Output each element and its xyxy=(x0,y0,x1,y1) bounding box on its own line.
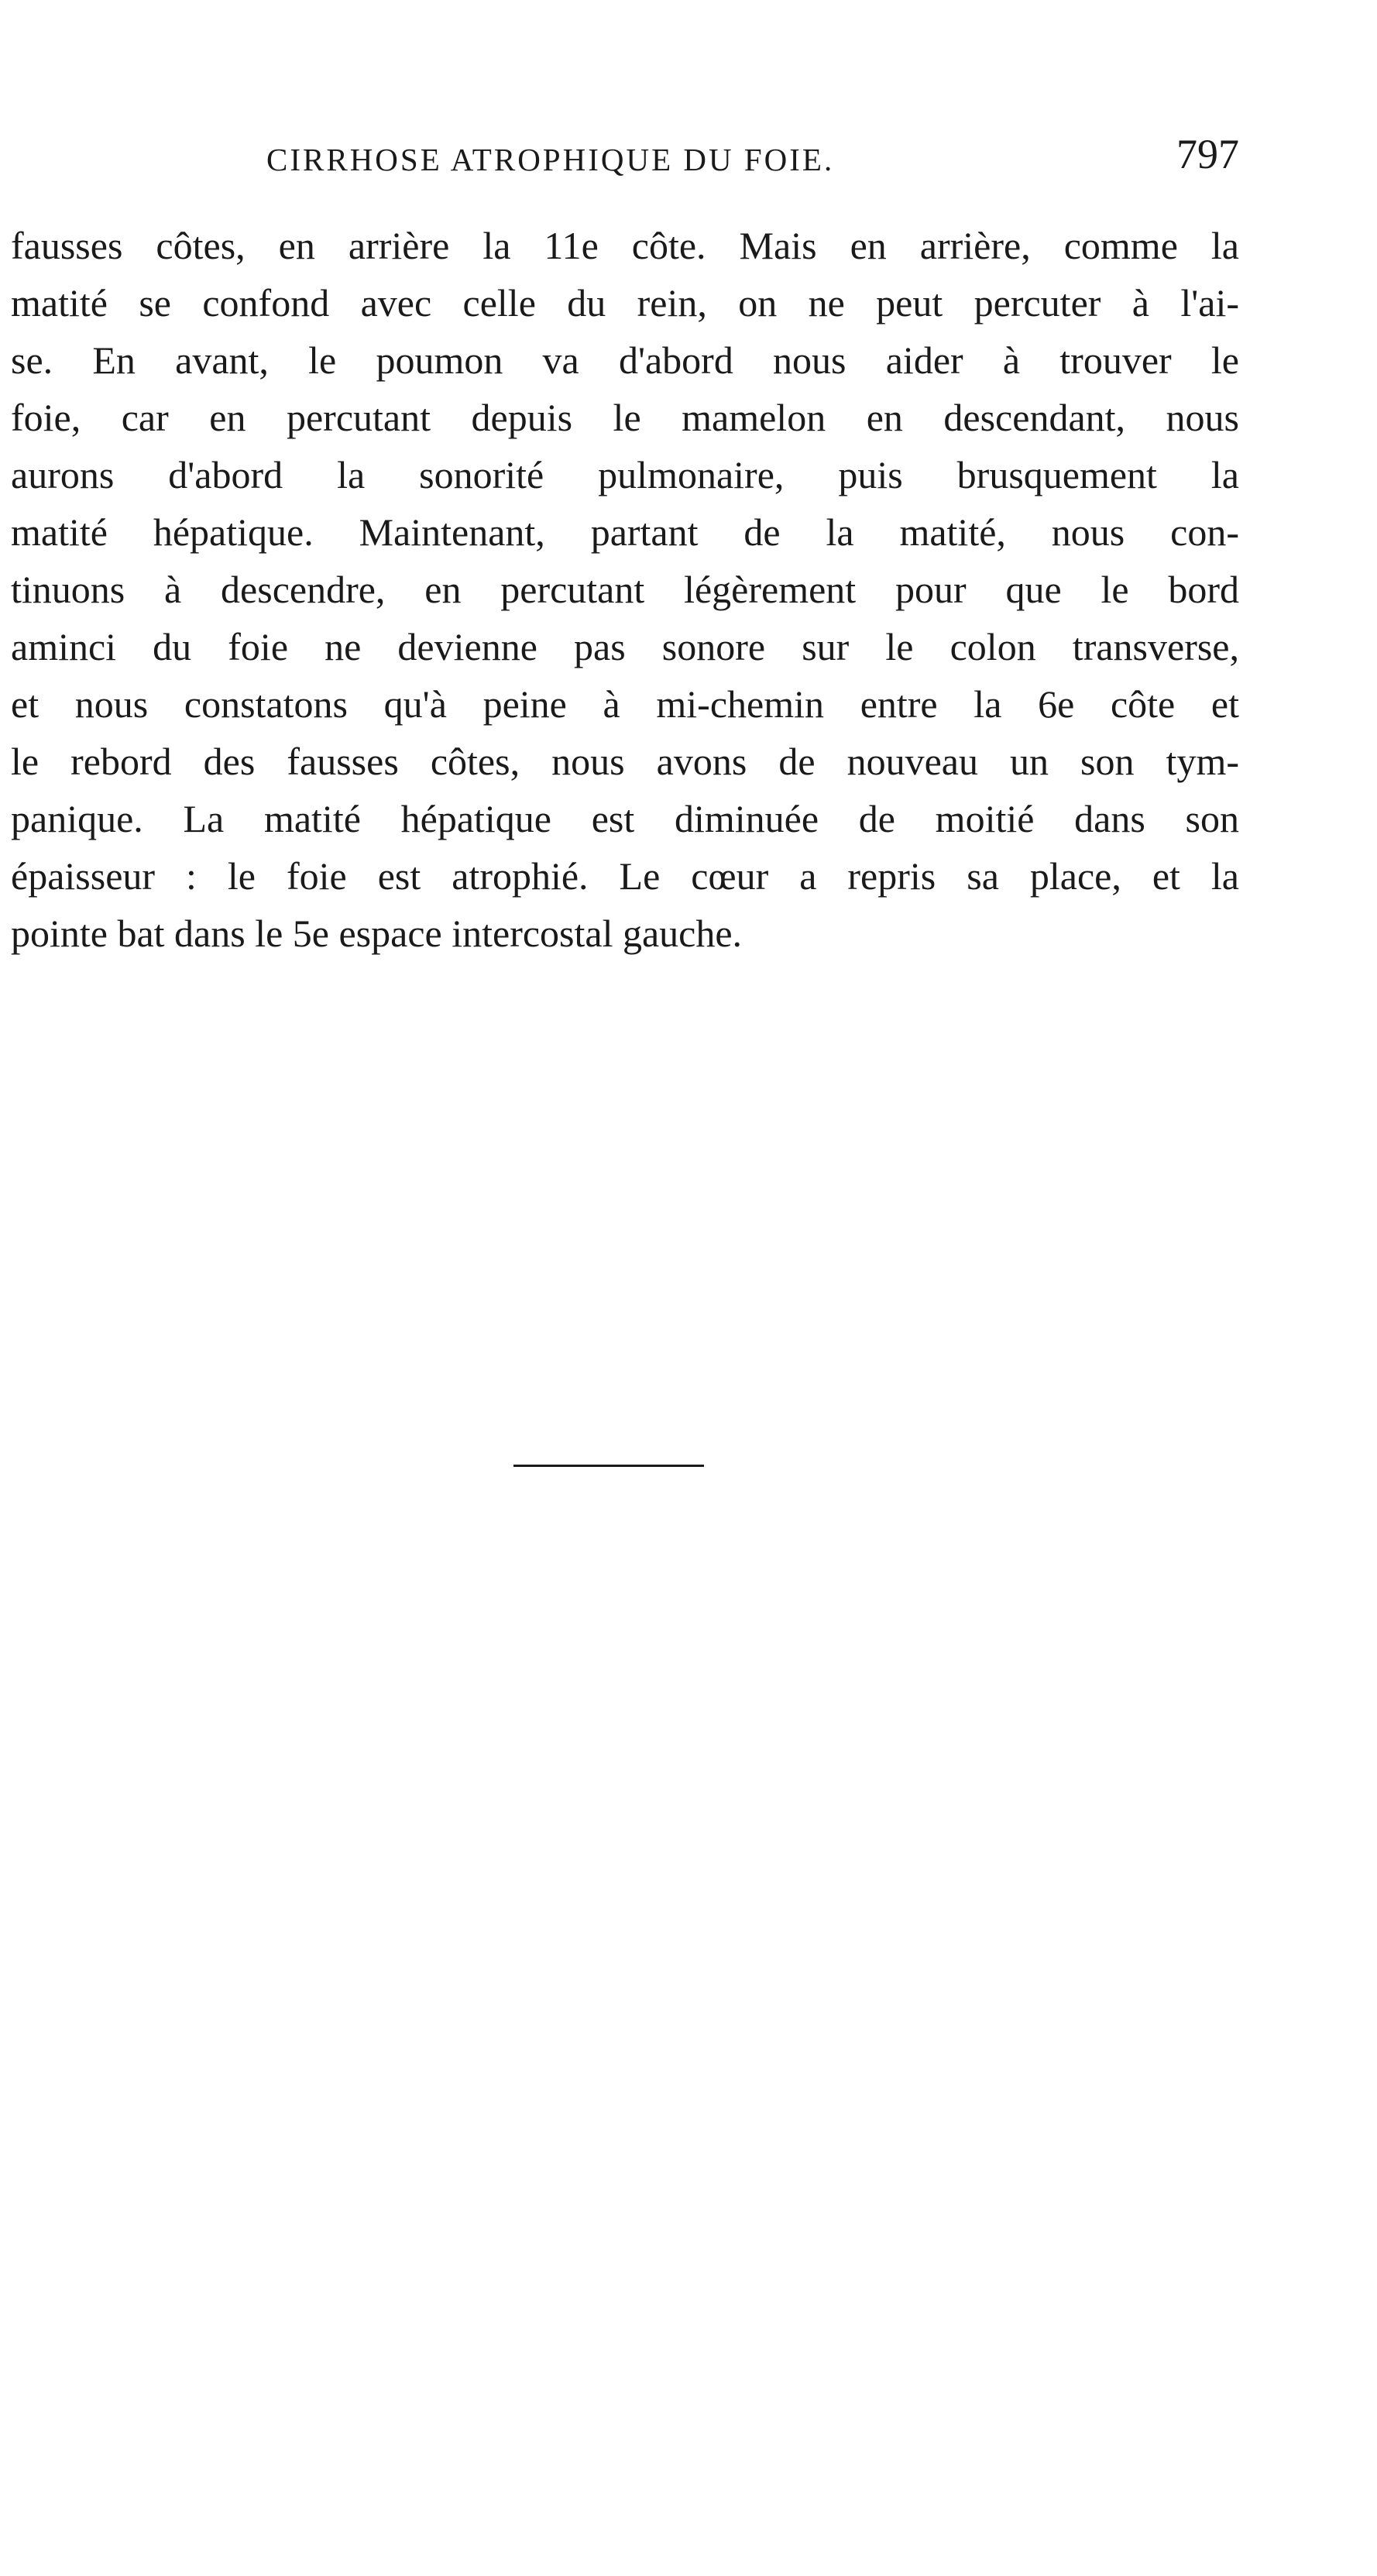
body-paragraph xyxy=(11,217,1239,962)
text-line: matité se confond avec celle du rein, on ne peut percuter à l'ai- xyxy=(11,281,1239,325)
text-line: aurons d'abord la sonorité pulmonaire, puis brusquement la xyxy=(11,453,1239,496)
text-line: matité hépatique. Maintenant, partant de la matité, nous con- xyxy=(11,510,1239,554)
text-line: se. En avant, le poumon va d'abord nous aider à trouver le xyxy=(11,338,1239,382)
running-header xyxy=(11,130,1239,192)
running-title: CIRRHOSE ATROPHIQUE DU FOIE. xyxy=(266,142,835,177)
text-line: panique. La matité hépatique est diminuée de moitié dans son xyxy=(11,797,1239,840)
text-line-last: pointe bat dans le 5e espace intercostal gauche. xyxy=(11,912,743,955)
text-line: foie, car en percutant depuis le mamelon en descendant, nous xyxy=(11,396,1239,439)
text-line: épaisseur : le foie est atrophié. Le cœur a repris sa place, et la xyxy=(11,854,1239,898)
text-line: et nous constatons qu'à peine à mi-chemin entre la 6e côte et xyxy=(11,682,1239,726)
text-line: fausses côtes, en arrière la 11e côte. Mais en arrière, comme la xyxy=(11,224,1239,267)
section-end-rule xyxy=(513,1465,704,1467)
text-line: aminci du foie ne devienne pas sonore sur le colon transverse, xyxy=(11,625,1239,668)
text-line: tinuons à descendre, en percutant légèrement pour que le bord xyxy=(11,568,1239,611)
page-number: 797 xyxy=(1176,131,1239,177)
text-line: le rebord des fausses côtes, nous avons de nouveau un son tym- xyxy=(11,740,1239,783)
